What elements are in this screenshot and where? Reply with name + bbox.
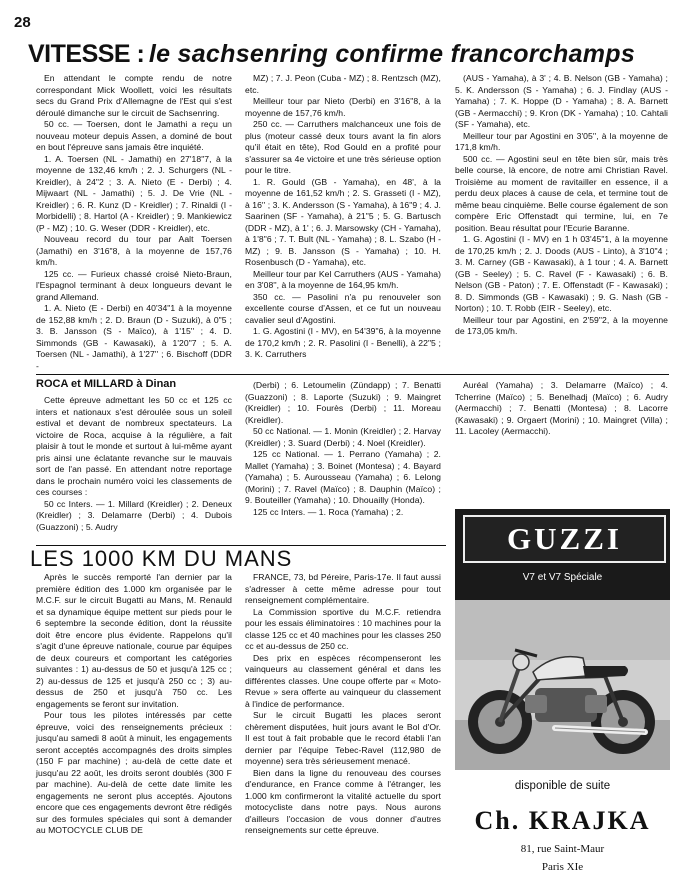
paragraph: La Commission sportive du M.C.F. retiendra pour les essais éliminatoires : 10 machines pour la classe 125 cc et 40 machines pour les classes 250 cc et au-dessus de 250 cc.: [245, 606, 441, 651]
roca-column-2: [245, 380, 441, 518]
paragraph: 350 cc. — Pasolini n'a pu renouveler son excellente course d'Assen, et ce fut un nouveau cavalier seul d'Agostini.: [245, 291, 441, 325]
paragraph: Bien dans la ligne du renouveau des courses d'endurance, en France comme à l'étranger, les 1.000 km confirmeront la vitalité actuelle du sport motocycliste dans notre pays. Nous aurons d'ailleurs l'occasion de vous donner d'autres renseignements sur cette épreuve.: [245, 767, 441, 835]
paragraph: 50 cc Inters. — 1. Millard (Kreidler) ; 2. Deneux (Kreidler) ; 3. Delamarre (Derbi) ; 4. Dubois (Guazzoni) ; 5. Audry: [36, 498, 232, 532]
headline-rest: le sachsenring confirme francorchamps: [148, 40, 636, 68]
paragraph: Meilleur tour par Kel Carruthers (AUS - Yamaha) en 3'08'', à la moyenne de 164,95 km/h.: [245, 268, 441, 290]
paragraph: 125 cc. — Furieux chassé croisé Nieto-Braun, l'Espagnol terminant à deux longueurs devant le grand Allemand.: [36, 268, 232, 302]
vitesse-column-2: [245, 73, 441, 361]
paragraph: Sur le circuit Bugatti les places seront chèrement disputées, huit jours avant le Bol d'Or. Il est tout à fait probable que le record établi l'an dernier par l'équipe Tebec-Ravel (112,980 de moyenne) sera très sérieusement menacé.: [245, 710, 441, 766]
vitesse-column-1: [36, 73, 232, 372]
ad-availability: disponible de suite: [514, 780, 611, 792]
paragraph: Des prix en espèces récompenseront les vainqueurs au classement général et dans les différentes classes. Une coupe offerte par « Moto-Revue » sera offerte au vainqueur du classement à l'indice de performance.: [245, 652, 441, 709]
paragraph: Cette épreuve admettant les 50 cc et 125 cc inters et nationaux s'est déroulée sous un soleil estival et devant de nombreux spectateurs. La victoire de Roca, acquise à la régulière, a fait plaisir à tout le monde et surtout à lui-même ayant pris ainsi une éclatante revanche sur le mauvais sort de l'an passé. En attendant notre reportage dans le prochain numéro voici les classements de ces courses :: [36, 395, 232, 497]
page-number: 28: [14, 14, 31, 31]
paragraph: MZ) ; 7. J. Peon (Cuba - MZ) ; 8. Rentzsch (MZ), etc.: [245, 73, 441, 95]
roca-column-1: [36, 395, 232, 533]
vitesse-column-3: [455, 73, 668, 338]
paragraph: 1. R. Gould (GB - Yamaha), en 48', à la moyenne de 161,52 km/h ; 2. S. Grasseti (I - MZ), à 16'' ; 3. K. Andersson (S - Yamaha), à 16"9 ; 4. J. Saarinen (SF - Yamaha), à 21"5 ; 5. G. Bartusch (DDR - MZ), à 1' ; 6. J. Marsowsky (CH - Yamaha), à 1'8"6 ; 7. T. Bult (NL - Yamaha) ; 8. L. Szabo (H - MZ) ; 9. B. Jansson (S - Yamaha) ; 10. H. Rosenbusch (D - Yamaha), etc.: [245, 176, 441, 267]
paragraph: 250 cc. — Carruthers malchanceux une fois de plus (moteur cassé deux tours avant la fin alors qu'il était en tête), Rod Gould en a profité pour s'assurer sa 4e victoire et une très sérieuse option pour le titre.: [245, 119, 441, 175]
paragraph: 1. G. Agostini (I - MV) en 1 h 03'45"1, à la moyenne de 170,25 km/h ; 2. J. Doods (AUS - Linto), à 3'10"4 ; 3. M. Carney (GB - Kawasaki), à 1 tour ; 4. A. Barnett (GB - Seeley) ; 5. C. Ravel (F - Kawasaki) ; 6. B. Nelson (GB - Paton) ; 7. E. Offenstadt (F - Kawasaki) ; 8. D. Simmonds (GB - Kawasaki) ; 9. G. Nash (GB - Norton) ; 10. T. Robb (EIR - Seeley), etc.: [455, 234, 668, 313]
paragraph: Meilleur tour par Agostini, en 2'59"2, à la moyenne de 173,05 km/h.: [455, 314, 668, 336]
ad-models: V7 et V7 Spéciale: [522, 572, 603, 583]
paragraph: 125 cc Inters. — 1. Roca (Yamaha) ; 2.: [253, 506, 404, 517]
paragraph: 125 cc National. — 1. Perrano (Yamaha) ; 2. Mallet (Yamaha) ; 3. Boinet (Montesa) ; 4. Bayard (Yamaha) ; 5. Aurousseau (Yamaha) ; 6. Lelong (Morini) ; 7. Ravel (Maïco) ; 8. Dauphin (Maïco) ; 9. Bouteiller (Yamaha) ; 10. Dhouailly (Honda).: [245, 449, 441, 505]
mans-column-2: [245, 572, 441, 837]
paragraph: Meilleur tour par Nieto (Derbi) en 3'16"8, à la moyenne de 157,76 km/h.: [245, 96, 441, 118]
ad-dealer: Ch. KRAJKA: [474, 806, 651, 835]
paragraph: 1. G. Agostini (I - MV), en 54'39"6, à la moyenne de 170,2 km/h ; 2. R. Pasolini (I - Benelli), à 22"5 ; 3. K. Carruthers: [245, 326, 441, 359]
mans-column-1: [36, 572, 232, 837]
paragraph: En attendant le compte rendu de notre correspondant Mick Woollett, voici les résultats secs du Grand Prix d'Allemagne de l'Est qui s'est déroulé dimanche sur le circuit de Sachsenring.: [36, 73, 232, 118]
paragraph: 1. A. Toersen (NL - Jamathi) en 27'18"7, à la moyenne de 132,46 km/h ; 2. J. Schurgers (NL - Kreidler), à 24"2 ; 3. A. Nieto (E - Derbi) ; 4. Mijwaart (NL - Jamathi) ; 5. J. De Vrie (NL - Kreidler) ; 6. R. Kunz (D - Kreidler) ; 7. Rinaldi (I - Morbidelli) ; 8. Hartol (A - Kreidler) ; 9. Mankiewicz (P - MZ) ; 10. G. Weser (DDR - Kreidler), etc.: [36, 153, 232, 233]
headline-lead: VITESSE :: [28, 40, 145, 68]
ad-city: Paris XIe: [541, 861, 584, 873]
paragraph: FRANCE, 73, bd Péreire, Paris-17e. Il faut aussi s'adresser à cette même adresse pour tout renseignement complémentaire.: [245, 572, 441, 605]
ad-street: 81, rue Saint-Maur: [520, 843, 605, 855]
mans-title: LES 1000 KM DU MANS: [30, 546, 293, 571]
divider: [36, 374, 669, 375]
paragraph: Pour tous les pilotes intéressés par cette épreuve, voici des renseignements précieux : jusqu'au samedi 8 août à minuit, les engagements seront acceptés accompagnés des droits simples (150 F par machine) ; au-delà de cette date et jusqu'au 22 août, les droits seront doublés (300 F par machine). Au-delà de cette date limite les engagements ne seront plus acceptés. Ajoutons encore que ces engagements devront être rédigés sur des formules spéciales qui sont à demander au MOTOCYCLE CLUB DE: [36, 710, 232, 835]
motorcycle-photo: [455, 600, 670, 770]
roca-column-3: [455, 380, 668, 438]
paragraph: 50 cc. — Toersen, dont le Jamathi a reçu un nouveau moteur depuis Assen, a dominé de bout en bout l'épreuve sans jamais être inquiété.: [36, 119, 232, 152]
paragraph: Après le succès remporté l'an dernier par la première édition des 1.000 km organisée par le M.C.F. sur le circuit Bugatti au Mans, M. Renauld et sa dynamique équipe mettent sur pieds pour le 6 septembre la seconde édition, dont la réussite doit être encore plus évidente. Rappelons qu'il s'agit d'une épreuve nationale, courue par équipes de deux coureurs et comportant les catégories suivantes : 1) au-dessus de 50 et jusqu'à 125 cc ; 2) au-dessus de 125 et jusqu'à 250 cc ; 3) au-dessus de 250 et jusqu'à 750 cc. Les engagements se feront sur invitation.: [36, 572, 232, 709]
paragraph: Auréal (Yamaha) ; 3. Delamarre (Maïco) ; 4. Tcherrine (Maïco) ; 5. Benelhadj (Maïco) ; 6. Audry (Aermacchi) ; 7. Benatti (Montesa) ; 8. Lacorre (Kawasaki) ; 9. Orgaert (Morini) ; 10. Maingret (Villa) ; 11. Lacoley (Aermacchi).: [455, 380, 668, 436]
headline: [28, 40, 668, 70]
paragraph: 1. A. Nieto (E - Derbi) en 40'34"1 à la moyenne de 152,88 km/h ; 2. D. Braun (D - Suzuki), à 0"5 ; 3. B. Jansson (S - Maïco), à 1'15'' ; 4. D. Simmonds (GB - Kawasaki), à 1'20"7 ; 5. A. Toersen (NL - Jamathi), à 1'27'' ; 6. Bischoff (DDR -: [36, 303, 232, 371]
paragraph: 50 cc National. — 1. Monin (Kreidler) ; 2. Harvay (Kreidler) ; 3. Suard (Derbi) ; 4. Noel (Kreidler).: [245, 426, 441, 448]
paragraph: (AUS - Yamaha), à 3' ; 4. B. Nelson (GB - Yamaha) ; 5. K. Andersson (S - Yamaha) ; 6. J. Findlay (AUS - Yamaha) ; 7. K. Hoppe (D - Yamaha) ; 8. A. Barnett (GB - Aermacchi) ; 9. Kron (DK - Yamaha) ; 10. Cahtali (SF - Yamaha), etc.: [455, 73, 668, 129]
paragraph: Nouveau record du tour par Aalt Toersen (Jamathi) en 3'16"8, à la moyenne de 157,76 km/h.: [36, 234, 232, 267]
roca-title: ROCA et MILLARD à Dinan: [36, 378, 177, 390]
paragraph: (Derbi) ; 6. Letoumelin (Zündapp) ; 7. Benatti (Guazzoni) ; 8. Laporte (Suzuki) ; 9. Maingret (Kreidler) ; 10. Fourès (Derbi) ; 11. Moreau (Kreidler).: [245, 380, 441, 425]
guzzi-logo: GUZZI: [463, 515, 666, 563]
paragraph: Meilleur tour par Agostini en 3'05'', à la moyenne de 171,8 km/h.: [455, 130, 668, 152]
paragraph: 500 cc. — Agostini seul en tête bien sûr, mais très belle course, là encore, de notre ami Christian Ravel. Troisième au moment de ravitailler en essence, il a perdu deux places à cause de cela, et termine tout de même beau cinquième. Belle course également de son compère Eric Offenstadt qui termine, lui, en 7e position. Beau résultat pour l'Ecurie Baranne.: [455, 153, 668, 233]
